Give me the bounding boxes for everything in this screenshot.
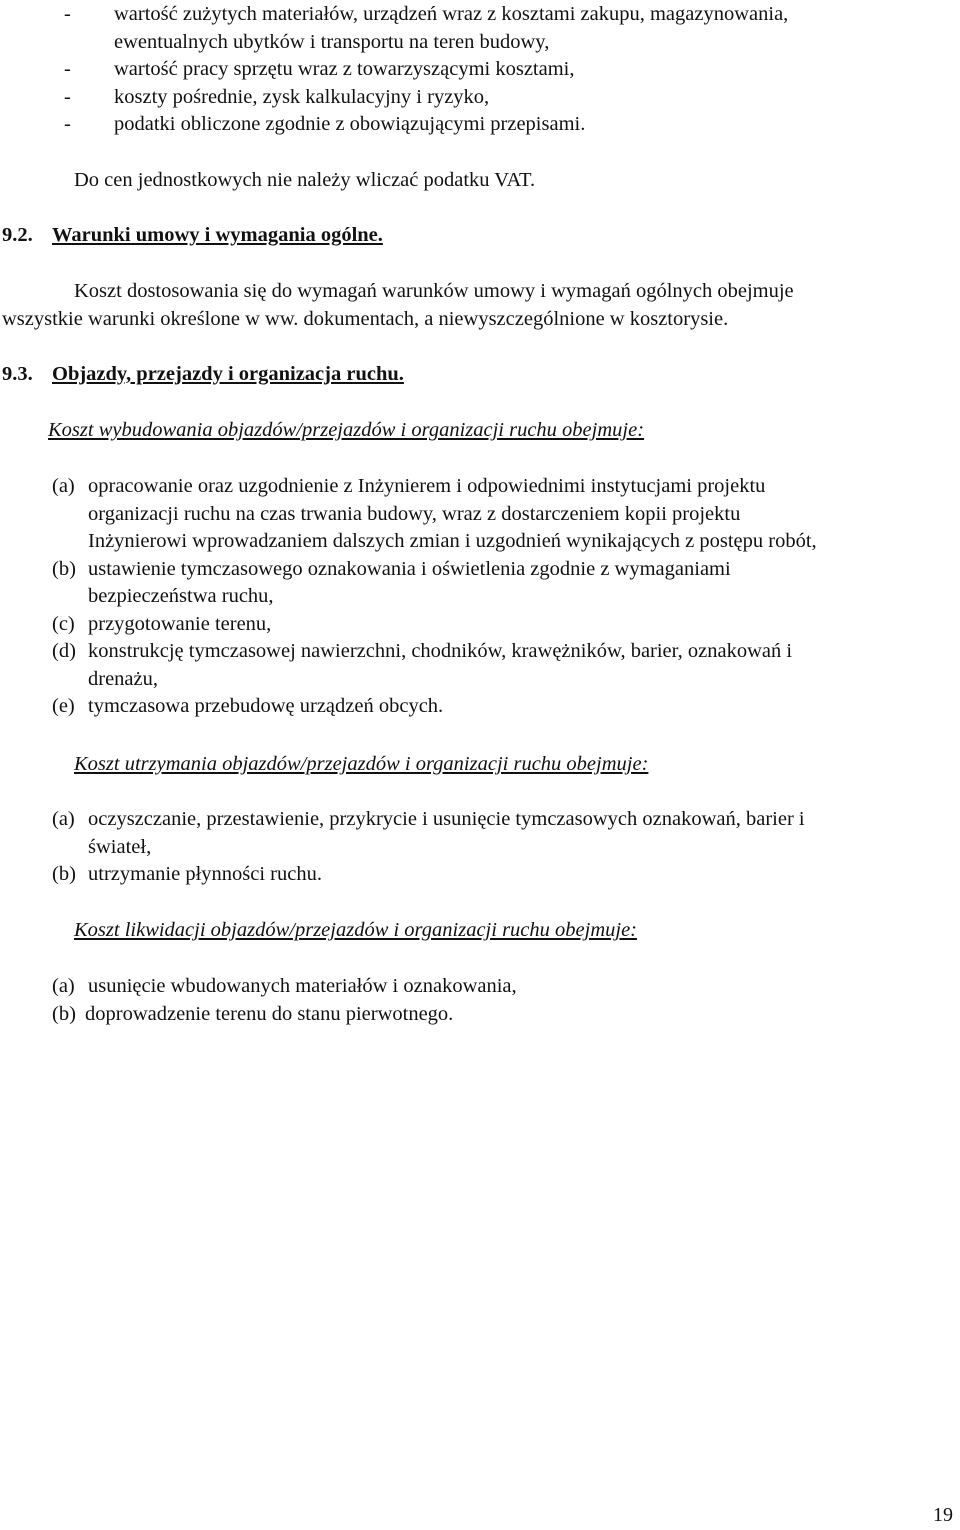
section-9-2-body-line-2: wszystkie warunki określone w ww. dokumentach, a niewyszczególnione w kosztorysie. [2, 308, 729, 330]
list-item [52, 861, 952, 889]
removal-cost-heading: Koszt likwidacji objazdów/przejazdów i organizacji ruchu obejmuje: [74, 919, 637, 941]
item-letter: (c) [52, 612, 75, 635]
list-item-line: ewentualnych ubytków i transportu na teren budowy, [114, 30, 550, 53]
list-item [52, 638, 952, 693]
item-line: oczyszczanie, przestawienie, przykrycie i usunięcie tymczasowych oznakowań, barier i [88, 808, 805, 830]
list-bullet: - [64, 86, 71, 108]
list-item-line: wartość zużytych materiałów, urządzeń wraz z kosztami zakupu, magazynowania, [114, 3, 789, 25]
list-item [52, 806, 952, 861]
item-line: organizacji ruchu na czas trwania budowy, wraz z dostarczeniem kopii projektu [88, 502, 741, 525]
vat-note: Do cen jednostkowych nie należy wliczać podatku VAT. [74, 169, 536, 191]
section-title: Objazdy, przejazdy i organizacja ruchu. [52, 363, 404, 385]
item-line: świateł, [88, 835, 152, 858]
item-line: doprowadzenie terenu do stanu pierwotnego. [85, 1002, 454, 1025]
list-bullet: - [64, 3, 71, 25]
item-letter: (e) [52, 695, 75, 717]
maintain-cost-list [52, 806, 952, 889]
item-letter: (b) [52, 1002, 76, 1025]
list-item [52, 611, 952, 639]
list-item [64, 84, 944, 112]
item-letter: (a) [52, 475, 75, 497]
list-item-text: wartość pracy sprzętu wraz z towarzyszącymi kosztami, [114, 58, 575, 80]
list-item-text [114, 1, 960, 56]
section-title: Warunki umowy i wymagania ogólne. [52, 224, 383, 246]
item-line: utrzymanie płynności ruchu. [88, 863, 322, 885]
cost-components-list [64, 0, 944, 140]
item-letter: (b) [52, 863, 76, 885]
list-item [52, 556, 952, 611]
build-cost-heading: Koszt wybudowania objazdów/przejazdów i organizacji ruchu obejmuje: [48, 419, 645, 441]
build-cost-list [52, 473, 952, 721]
list-item-text: podatki obliczone zgodnie z obowiązującymi przepisami. [114, 113, 586, 135]
list-item [64, 111, 944, 139]
list-item [52, 973, 952, 1001]
page-number: 19 [933, 1504, 953, 1526]
list-item [52, 1001, 952, 1029]
section-number: 9.2. [2, 224, 33, 246]
section-heading-9-2 [2, 222, 383, 250]
item-line: opracowanie oraz uzgodnienie z Inżynierem i odpowiednimi instytucjami projektu [88, 475, 766, 497]
item-line: drenażu, [88, 667, 158, 690]
item-line: usunięcie wbudowanych materiałów i oznakowania, [88, 975, 517, 997]
list-item [52, 473, 952, 556]
item-line: Inżynierowi wprowadzaniem dalszych zmian i uzgodnień wynikających z postępu robót, [88, 530, 817, 552]
maintain-cost-heading: Koszt utrzymania objazdów/przejazdów i organizacji ruchu obejmuje: [74, 753, 649, 775]
removal-cost-list [52, 973, 952, 1028]
list-item [64, 56, 944, 84]
item-line: konstrukcję tymczasowej nawierzchni, chodników, krawężników, barier, oznakowań i [88, 640, 793, 662]
list-item [64, 1, 944, 57]
item-line: ustawienie tymczasowego oznakowania i oświetlenia zgodnie z wymaganiami [88, 557, 731, 580]
section-9-2-body-line-1: Koszt dostosowania się do wymagań warunków umowy i wymagań ogólnych obejmuje [74, 280, 794, 302]
item-line: bezpieczeństwa ruchu, [88, 585, 274, 607]
list-item [52, 693, 952, 721]
item-letter: (d) [52, 640, 76, 662]
item-letter: (a) [52, 975, 75, 997]
item-letter: (a) [52, 808, 75, 830]
item-line: przygotowanie terenu, [88, 612, 272, 635]
list-item-text: koszty pośrednie, zysk kalkulacyjny i ryzyko, [114, 86, 490, 108]
item-letter: (b) [52, 557, 76, 580]
section-heading-9-3 [2, 361, 404, 389]
section-number: 9.3. [2, 363, 33, 385]
list-bullet: - [64, 113, 71, 135]
item-line: tymczasowa przebudowę urządzeń obcych. [88, 695, 444, 717]
list-bullet: - [64, 58, 71, 80]
